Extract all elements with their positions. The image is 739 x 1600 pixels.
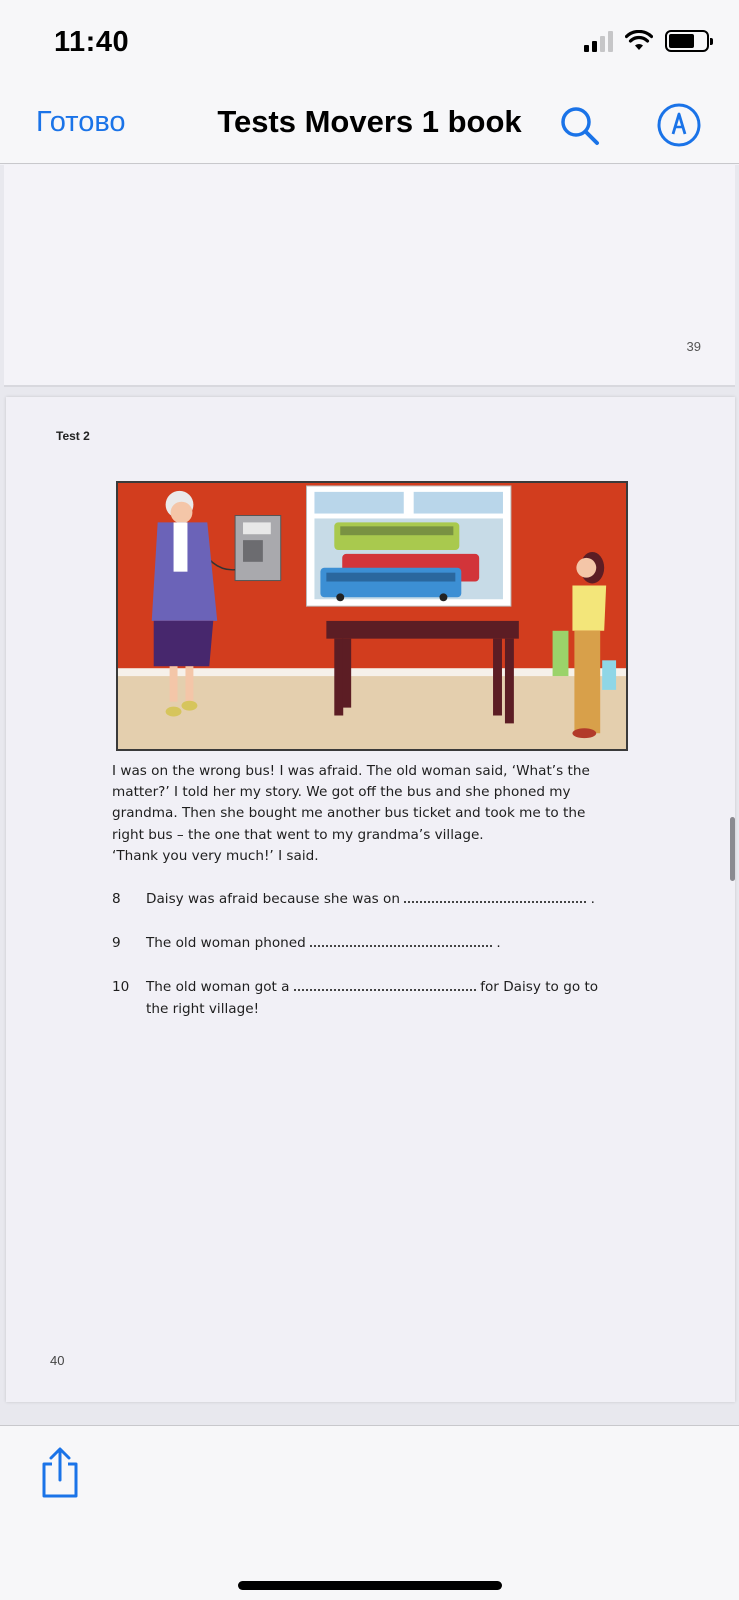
navigation-bar [0, 90, 739, 164]
question-text: The old woman phoned [146, 935, 306, 951]
markup-pen-icon[interactable] [656, 102, 702, 148]
question-number: 8 [112, 891, 121, 907]
story-line: ‘Thank you very much!’ I said. [112, 847, 319, 864]
story-line: I was on the wrong bus! I was afraid. The old woman said, ‘What’s the [112, 763, 590, 779]
document-page [6, 397, 735, 1402]
scroll-indicator[interactable] [730, 817, 735, 881]
status-icons [584, 30, 709, 52]
question-end: . [590, 891, 595, 907]
previous-page [4, 165, 735, 387]
question-number: 10 [112, 979, 130, 995]
story-illustration [116, 481, 628, 751]
battery-icon [665, 30, 709, 52]
question-text: The old woman got a [146, 979, 290, 995]
question-10 [112, 979, 632, 1023]
status-time: 11:40 [54, 26, 130, 58]
story-line: grandma. Then she bought me another bus ticket and took me to the [112, 805, 586, 822]
story-line: right bus – the one that went to my grandma’s village. [112, 826, 484, 843]
wifi-icon [625, 30, 653, 52]
question-9 [112, 935, 632, 957]
bottom-toolbar [0, 1425, 739, 1600]
story-text [112, 761, 632, 867]
cellular-signal-icon [584, 30, 613, 52]
story-line: matter?’ I told her my story. We got off the bus and she phoned my [112, 784, 571, 801]
document-title: Tests Movers 1 book [217, 104, 522, 139]
status-bar [0, 0, 739, 90]
answer-blank [294, 979, 476, 991]
share-icon[interactable] [38, 1446, 82, 1500]
answer-blank [310, 935, 492, 947]
search-icon[interactable] [558, 104, 602, 148]
question-number: 9 [112, 935, 121, 951]
question-end: . [496, 935, 501, 951]
done-button[interactable]: Готово [36, 106, 126, 138]
answer-blank [404, 891, 586, 903]
previous-page-number: 39 [686, 339, 701, 354]
question-8 [112, 891, 632, 913]
question-text-continued: for Daisy to go to [480, 979, 599, 995]
pdf-viewer[interactable] [0, 165, 739, 1425]
page-number: 40 [50, 1353, 65, 1368]
home-indicator[interactable] [238, 1581, 502, 1590]
question-text: Daisy was afraid because she was on [146, 891, 400, 907]
question-text-line2: the right village! [146, 1001, 260, 1017]
test-label: Test 2 [56, 429, 90, 443]
